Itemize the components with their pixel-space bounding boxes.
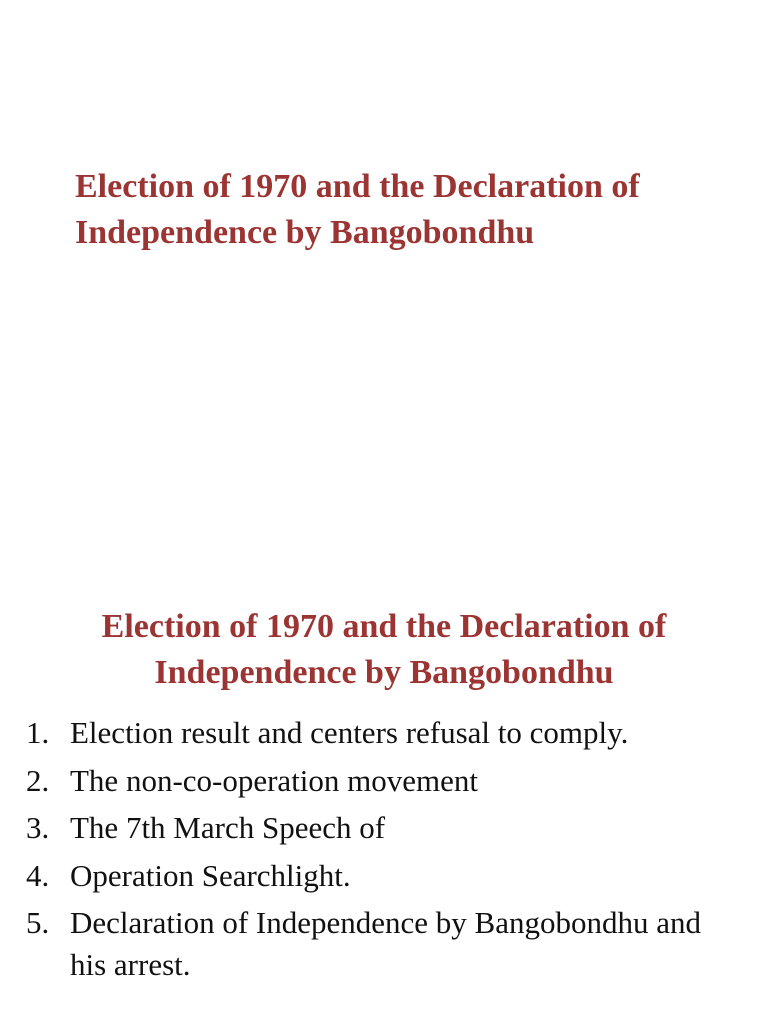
agenda-item [0,712,768,754]
agenda-item-text: The non-co-operation movement [70,762,479,798]
agenda-item-number: 4. [26,857,50,893]
slide-title: Election of 1970 and the Declaration of Independence by Bangobondhu [75,168,640,251]
agenda-item-number: 1. [26,715,50,750]
agenda-item [0,807,768,849]
agenda-item [0,902,768,986]
agenda-item [0,855,768,897]
agenda-item [0,760,768,802]
agenda-item-text: Declaration of Independence by Bangobondhu and his arrest. [70,905,701,982]
agenda-slide-title: Election of 1970 and the Declaration of Independence by Bangobondhu [101,608,667,691]
agenda-slide [0,512,768,1024]
agenda-item-number: 5. [26,905,50,940]
agenda-item-text: The 7th March Speech of [70,810,386,845]
agenda-item-text: Election result and centers refusal to comply. [70,715,629,750]
agenda-item-number: 3. [26,810,50,845]
agenda-item-number: 2. [26,762,50,798]
agenda-list [0,712,768,992]
agenda-item-text: Operation Searchlight. [70,857,351,893]
